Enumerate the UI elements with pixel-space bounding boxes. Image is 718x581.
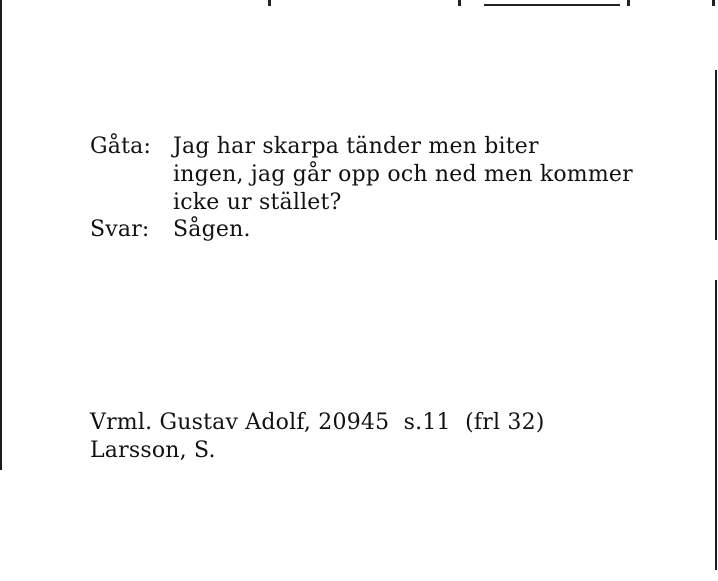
collector-name: Larsson, S. bbox=[90, 438, 216, 463]
riddle-text-line: Jag har skarpa tänder men biter bbox=[173, 134, 539, 159]
scan-mark bbox=[268, 0, 271, 6]
top-scan-edge bbox=[0, 0, 718, 10]
card-right-edge bbox=[715, 70, 717, 570]
scan-underline bbox=[484, 4, 620, 6]
scan-mark bbox=[627, 0, 630, 6]
source-reference: Vrml. Gustav Adolf, 20945 s.11 (frl 32) bbox=[90, 410, 545, 435]
card-right-edge-gap bbox=[714, 240, 718, 280]
riddle-text-line: ingen, jag går opp och ned men kommer bbox=[173, 162, 633, 187]
scan-mark bbox=[712, 0, 715, 6]
scan-mark bbox=[458, 0, 461, 6]
card-left-edge bbox=[0, 0, 2, 470]
answer-text: Sågen. bbox=[173, 217, 251, 242]
riddle-label: Gåta: bbox=[90, 134, 152, 159]
riddle-text-line: icke ur stället? bbox=[173, 190, 342, 215]
answer-label: Svar: bbox=[90, 217, 150, 242]
